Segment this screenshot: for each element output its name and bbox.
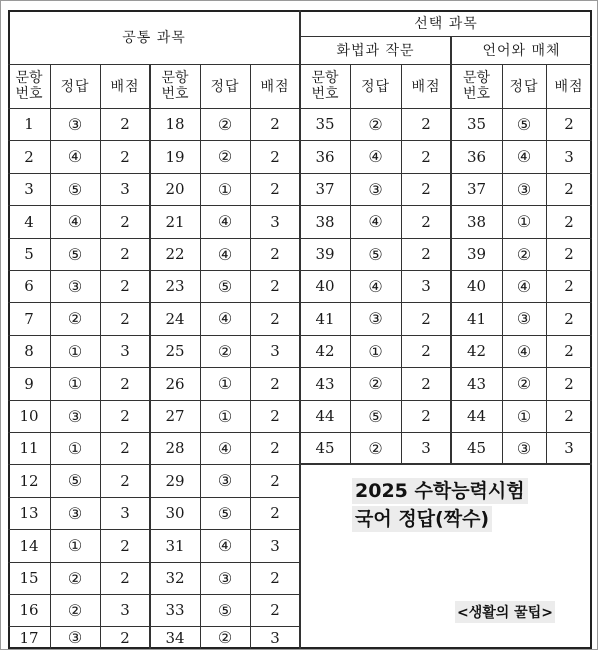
speech-writing-row-number: 36 bbox=[315, 147, 335, 166]
common-left-row-score: 2 bbox=[120, 212, 130, 231]
column-header-question-line1: 문항 bbox=[462, 70, 491, 86]
language-media-row-number: 35 bbox=[466, 115, 487, 133]
common-right-row-answer: ③ bbox=[217, 568, 233, 588]
language-media-row-number: 36 bbox=[466, 147, 487, 166]
common-right-row-number: 19 bbox=[165, 147, 185, 166]
grid-line bbox=[8, 594, 300, 595]
common-right-row-score: 2 bbox=[270, 374, 280, 393]
common-left-row-number: 12 bbox=[19, 471, 39, 490]
column-header-question-number bbox=[8, 64, 50, 108]
language-media-row-answer: ⑤ bbox=[516, 114, 532, 134]
common-right-row-score: 2 bbox=[270, 180, 280, 198]
language-media-row-score: 2 bbox=[564, 407, 574, 425]
common-right-row-answer: ① bbox=[217, 406, 233, 426]
speech-writing-row-answer: ④ bbox=[368, 276, 383, 296]
speech-writing-row-score: 2 bbox=[421, 180, 431, 198]
common-right-row-score: 2 bbox=[270, 504, 280, 522]
speech-writing-row-number: 40 bbox=[315, 277, 335, 295]
common-right-row-number: 34 bbox=[165, 628, 185, 647]
language-media-row-score: 2 bbox=[564, 374, 574, 393]
speech-writing-row-score: 3 bbox=[421, 439, 431, 457]
speech-writing-row-answer: ② bbox=[368, 438, 383, 458]
column-header-question-number bbox=[451, 64, 502, 108]
common-left-row-score: 2 bbox=[120, 407, 130, 425]
common-right-row-answer: ④ bbox=[217, 536, 233, 555]
common-right-row-number: 24 bbox=[165, 309, 185, 328]
grid-line bbox=[8, 626, 300, 627]
common-right-row-score: 2 bbox=[270, 115, 280, 133]
grid-line bbox=[149, 64, 151, 649]
column-header-question-line2: 번호 bbox=[311, 86, 339, 102]
common-right-row-answer: ② bbox=[217, 147, 233, 166]
column-header-answer: 정답 bbox=[360, 79, 391, 95]
common-right-row-answer: ② bbox=[217, 628, 233, 647]
grid-line bbox=[300, 463, 592, 465]
column-header-question-line1: 문항 bbox=[311, 70, 339, 86]
common-left-row-score: 2 bbox=[120, 115, 130, 133]
common-left-row-answer: ⑤ bbox=[67, 244, 83, 264]
language-media-row-answer: ② bbox=[516, 374, 532, 393]
language-media-row-number: 42 bbox=[466, 342, 487, 360]
common-left-row-score: 2 bbox=[120, 569, 130, 587]
column-header-score: 배점 bbox=[110, 79, 140, 95]
common-right-row-score: 2 bbox=[270, 471, 280, 490]
common-right-row-number: 21 bbox=[165, 212, 185, 231]
language-media-row-answer: ④ bbox=[516, 341, 532, 361]
common-right-row-number: 27 bbox=[165, 407, 185, 425]
language-media-row-score: 2 bbox=[564, 309, 574, 328]
grid-line bbox=[250, 64, 251, 649]
common-left-row-score: 2 bbox=[120, 309, 130, 328]
common-left-row-answer: ③ bbox=[67, 503, 83, 523]
speech-writing-row-score: 3 bbox=[421, 277, 431, 295]
common-right-row-number: 32 bbox=[165, 569, 185, 587]
speech-writing-row-number: 38 bbox=[315, 212, 335, 231]
common-right-row-score: 3 bbox=[270, 536, 280, 555]
common-left-row-number: 9 bbox=[24, 374, 34, 393]
speech-writing-row-score: 2 bbox=[421, 245, 431, 263]
common-right-row-score: 2 bbox=[270, 147, 280, 166]
common-right-row-score: 2 bbox=[270, 569, 280, 587]
common-left-row-number: 8 bbox=[24, 342, 34, 360]
column-header-question-line2: 번호 bbox=[462, 86, 491, 102]
common-right-row-number: 25 bbox=[165, 342, 185, 360]
speech-writing-row-number: 45 bbox=[315, 439, 335, 457]
common-left-row-score: 2 bbox=[120, 147, 130, 166]
common-left-row-number: 6 bbox=[24, 277, 34, 295]
grid-line bbox=[8, 529, 300, 530]
common-left-row-score: 2 bbox=[120, 277, 130, 295]
language-media-row-answer: ③ bbox=[516, 179, 532, 199]
common-right-row-number: 33 bbox=[165, 601, 185, 619]
column-header-question-number bbox=[150, 64, 200, 108]
common-right-row-score: 2 bbox=[270, 407, 280, 425]
speech-writing-row-answer: ⑤ bbox=[368, 244, 383, 264]
common-left-row-number: 7 bbox=[24, 309, 34, 328]
common-left-row-score: 2 bbox=[120, 439, 130, 457]
common-right-row-number: 30 bbox=[165, 504, 185, 522]
common-left-row-score: 3 bbox=[120, 504, 130, 522]
common-left-row-score: 2 bbox=[120, 536, 130, 555]
speech-writing-row-answer: ② bbox=[368, 374, 383, 393]
common-right-row-answer: ④ bbox=[217, 212, 233, 231]
speech-writing-row-score: 2 bbox=[421, 309, 431, 328]
language-media-row-score: 2 bbox=[564, 277, 574, 295]
column-header-question-line2: 번호 bbox=[161, 86, 189, 102]
language-media-row-score: 3 bbox=[564, 147, 574, 166]
common-left-row-number: 17 bbox=[19, 628, 39, 647]
language-media-row-answer: ① bbox=[516, 212, 532, 231]
speech-writing-row-number: 42 bbox=[315, 342, 335, 360]
column-header-score: 배점 bbox=[260, 79, 290, 95]
common-left-row-number: 4 bbox=[24, 212, 34, 231]
common-left-row-answer: ③ bbox=[67, 276, 83, 296]
common-left-row-number: 1 bbox=[24, 115, 34, 133]
speech-writing-row-answer: ④ bbox=[368, 147, 383, 166]
common-left-row-score: 3 bbox=[120, 601, 130, 619]
language-media-row-number: 44 bbox=[466, 407, 487, 425]
common-right-row-score: 3 bbox=[270, 212, 280, 231]
common-left-row-number: 13 bbox=[19, 504, 39, 522]
common-left-row-number: 14 bbox=[19, 536, 39, 555]
language-media-row-answer: ④ bbox=[516, 147, 532, 166]
language-media-row-answer: ③ bbox=[516, 309, 532, 328]
speech-writing-row-score: 2 bbox=[421, 407, 431, 425]
language-media-row-number: 37 bbox=[466, 180, 487, 198]
common-left-row-answer: ⑤ bbox=[67, 179, 83, 199]
grid-line bbox=[8, 497, 300, 498]
common-left-row-number: 10 bbox=[19, 407, 39, 425]
credit-label: <생활의 꿀팁> bbox=[455, 601, 555, 623]
common-left-row-score: 2 bbox=[120, 471, 130, 490]
common-right-row-answer: ② bbox=[217, 114, 233, 134]
common-left-row-number: 5 bbox=[24, 245, 34, 263]
speech-writing-row-answer: ⑤ bbox=[368, 406, 383, 426]
column-header-score: 배점 bbox=[411, 79, 441, 95]
common-left-row-answer: ② bbox=[67, 568, 83, 588]
grid-line bbox=[50, 64, 51, 649]
common-right-row-score: 2 bbox=[270, 601, 280, 619]
elective-subject-header: 선택 과목 bbox=[414, 16, 478, 32]
common-left-row-score: 2 bbox=[120, 628, 130, 647]
common-left-row-answer: ③ bbox=[67, 406, 83, 426]
common-right-row-number: 20 bbox=[165, 180, 185, 198]
language-media-row-number: 40 bbox=[466, 277, 487, 295]
common-left-row-number: 16 bbox=[19, 601, 39, 619]
speech-writing-row-answer: ② bbox=[368, 114, 383, 134]
common-left-row-answer: ① bbox=[67, 536, 83, 555]
grid-line bbox=[502, 64, 503, 464]
speech-writing-row-answer: ③ bbox=[368, 309, 383, 328]
common-left-row-answer: ② bbox=[67, 600, 83, 620]
common-right-row-score: 3 bbox=[270, 628, 280, 647]
common-left-row-score: 3 bbox=[120, 180, 130, 198]
common-left-row-answer: ④ bbox=[67, 147, 83, 166]
speech-writing-row-number: 35 bbox=[315, 115, 335, 133]
column-header-question-line1: 문항 bbox=[15, 70, 43, 86]
common-right-row-number: 18 bbox=[165, 115, 185, 133]
document-title bbox=[352, 478, 542, 534]
language-media-row-answer: ② bbox=[516, 244, 532, 264]
common-right-row-number: 22 bbox=[165, 245, 185, 263]
speech-writing-header: 화법과 작문 bbox=[336, 43, 415, 59]
grid-line bbox=[300, 36, 592, 37]
common-left-row-score: 2 bbox=[120, 245, 130, 263]
common-right-row-number: 29 bbox=[165, 471, 185, 490]
common-right-row-answer: ④ bbox=[217, 244, 233, 264]
common-right-row-answer: ④ bbox=[217, 438, 233, 458]
common-right-row-answer: ⑤ bbox=[217, 503, 233, 523]
common-left-row-number: 15 bbox=[19, 569, 39, 587]
speech-writing-row-number: 37 bbox=[315, 180, 335, 198]
common-right-row-answer: ① bbox=[217, 179, 233, 199]
language-media-row-number: 45 bbox=[466, 439, 487, 457]
column-header-question-number bbox=[300, 64, 350, 108]
grid-line bbox=[100, 64, 101, 649]
grid-line bbox=[450, 36, 452, 464]
speech-writing-row-score: 2 bbox=[421, 374, 431, 393]
column-header-question-line1: 문항 bbox=[161, 70, 189, 86]
common-subject-header: 공통 과목 bbox=[122, 30, 186, 46]
column-header-answer: 정답 bbox=[60, 79, 90, 95]
speech-writing-row-answer: ③ bbox=[368, 179, 383, 199]
common-right-row-answer: ④ bbox=[217, 309, 233, 328]
common-right-row-answer: ② bbox=[217, 341, 233, 361]
common-right-row-score: 2 bbox=[270, 245, 280, 263]
column-header-question-line2: 번호 bbox=[15, 86, 43, 102]
common-left-row-answer: ⑤ bbox=[67, 471, 83, 490]
common-left-row-number: 3 bbox=[24, 180, 34, 198]
common-left-row-answer: ④ bbox=[67, 212, 83, 231]
speech-writing-row-score: 2 bbox=[421, 115, 431, 133]
grid-line bbox=[350, 64, 351, 464]
common-left-row-answer: ② bbox=[67, 309, 83, 328]
speech-writing-row-score: 2 bbox=[421, 212, 431, 231]
language-media-row-score: 2 bbox=[564, 245, 574, 263]
language-media-row-score: 3 bbox=[564, 439, 574, 457]
speech-writing-row-number: 43 bbox=[315, 374, 335, 393]
column-header-answer: 정답 bbox=[210, 79, 240, 95]
language-media-row-answer: ③ bbox=[516, 438, 532, 458]
language-media-header: 언어와 매체 bbox=[482, 43, 561, 59]
column-header-answer: 정답 bbox=[509, 79, 539, 95]
common-right-row-number: 23 bbox=[165, 277, 185, 295]
grid-line bbox=[546, 64, 547, 464]
grid-line bbox=[299, 10, 301, 649]
common-left-row-number: 11 bbox=[19, 439, 39, 457]
speech-writing-row-answer: ① bbox=[368, 341, 383, 361]
speech-writing-row-number: 41 bbox=[315, 309, 335, 328]
common-right-row-number: 26 bbox=[165, 374, 185, 393]
common-left-row-number: 2 bbox=[24, 147, 34, 166]
language-media-row-score: 2 bbox=[564, 115, 574, 133]
grid-line bbox=[8, 562, 300, 563]
common-right-row-score: 2 bbox=[270, 277, 280, 295]
language-media-row-number: 38 bbox=[466, 212, 487, 231]
language-media-row-answer: ① bbox=[516, 406, 532, 426]
speech-writing-row-score: 2 bbox=[421, 147, 431, 166]
grid-line bbox=[401, 64, 402, 464]
common-right-row-score: 2 bbox=[270, 439, 280, 457]
common-right-row-answer: ⑤ bbox=[217, 276, 233, 296]
title-line-1: 2025 수학능력시험 bbox=[352, 478, 528, 504]
language-media-row-score: 2 bbox=[564, 212, 574, 231]
common-right-row-answer: ③ bbox=[217, 471, 233, 490]
common-right-row-answer: ① bbox=[217, 374, 233, 393]
common-left-row-score: 3 bbox=[120, 342, 130, 360]
common-left-row-answer: ③ bbox=[67, 628, 83, 647]
language-media-row-number: 39 bbox=[466, 245, 487, 263]
common-left-row-answer: ① bbox=[67, 374, 83, 393]
common-left-row-score: 2 bbox=[120, 374, 130, 393]
common-right-row-score: 3 bbox=[270, 342, 280, 360]
column-header-score: 배점 bbox=[554, 79, 584, 95]
common-left-row-answer: ③ bbox=[67, 114, 83, 134]
common-right-row-number: 28 bbox=[165, 439, 185, 457]
title-line-2: 국어 정답(짝수) bbox=[352, 506, 492, 532]
grid-line bbox=[200, 64, 201, 649]
language-media-row-number: 43 bbox=[466, 374, 487, 393]
common-left-row-answer: ① bbox=[67, 438, 83, 458]
speech-writing-row-score: 2 bbox=[421, 342, 431, 360]
common-left-row-answer: ① bbox=[67, 341, 83, 361]
common-right-row-answer: ⑤ bbox=[217, 600, 233, 620]
common-right-row-number: 31 bbox=[165, 536, 185, 555]
language-media-row-answer: ④ bbox=[516, 276, 532, 296]
language-media-row-score: 2 bbox=[564, 342, 574, 360]
language-media-row-score: 2 bbox=[564, 180, 574, 198]
speech-writing-row-number: 44 bbox=[315, 407, 335, 425]
speech-writing-row-number: 39 bbox=[315, 245, 335, 263]
common-right-row-score: 2 bbox=[270, 309, 280, 328]
language-media-row-number: 41 bbox=[466, 309, 487, 328]
speech-writing-row-answer: ④ bbox=[368, 212, 383, 231]
